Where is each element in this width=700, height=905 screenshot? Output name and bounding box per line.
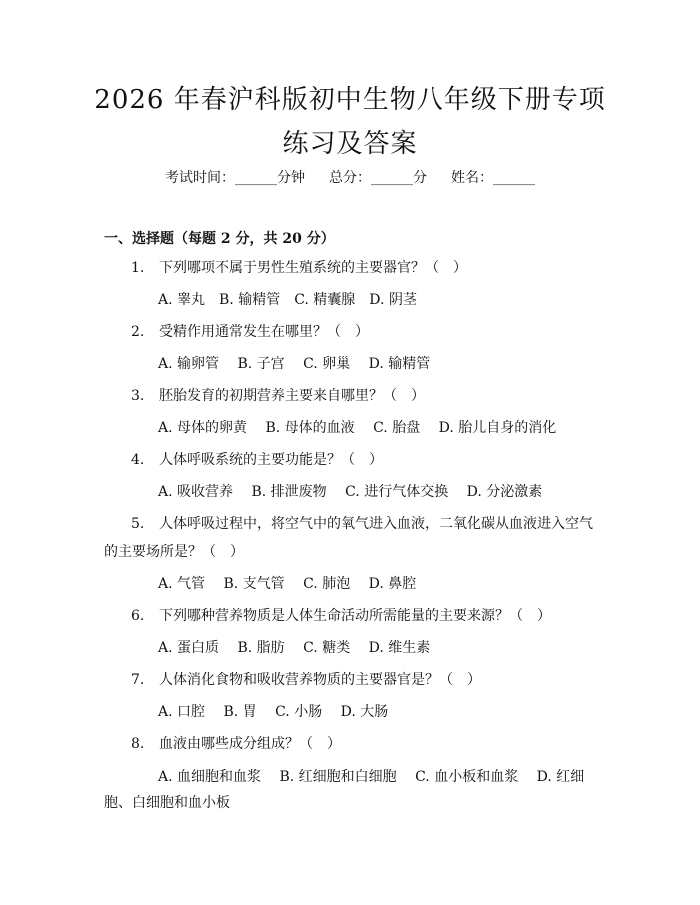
question-2 xyxy=(104,316,604,380)
question-options xyxy=(104,412,604,444)
question-options xyxy=(104,284,604,316)
options-text: A. 睾丸 B. 输精管 C. 精囊腺 D. 阴茎 xyxy=(158,292,417,308)
question-text: 人体消化食物和吸收营养物质的主要器官是？（ ） xyxy=(159,672,481,688)
question-options xyxy=(104,696,604,728)
question-number: 6. xyxy=(131,608,145,624)
options-text: A. 母体的卵黄 B. 母体的血液 C. 胎盘 D. 胎儿自身的消化 xyxy=(158,420,557,436)
options-text: A. 气管 B. 支气管 C. 肺泡 D. 鼻腔 xyxy=(158,576,417,592)
question-text: 下列哪项不属于男性生殖系统的主要器官？（ ） xyxy=(159,260,467,276)
options-text: A. 输卵管 B. 子宫 C. 卵巢 D. 输精管 xyxy=(158,356,431,372)
question-number: 2. xyxy=(131,324,145,340)
question-text: 人体呼吸系统的主要功能是？（ ） xyxy=(159,452,383,468)
question-number: 3. xyxy=(131,388,145,404)
question-stem xyxy=(104,316,604,348)
question-stem xyxy=(104,728,604,760)
question-number: 8. xyxy=(131,736,145,752)
exam-info-line xyxy=(0,168,700,188)
question-number: 4. xyxy=(131,452,145,468)
question-5 xyxy=(104,508,604,600)
question-number: 1. xyxy=(131,260,145,276)
question-options xyxy=(104,760,604,816)
question-8 xyxy=(104,728,604,816)
question-1 xyxy=(104,252,604,316)
question-text: 人体呼吸过程中，将空气中的氧气进入血液，二氧化碳从血液进入空气的主要场所是？（ ） xyxy=(104,516,593,560)
section-heading: 一、选择题（每题 2 分，共 20 分） xyxy=(104,231,335,247)
question-stem xyxy=(104,444,604,476)
student-name-field: 姓名：______ xyxy=(451,170,535,186)
question-7 xyxy=(104,664,604,728)
options-text: A. 吸收营养 B. 排泄废物 C. 进行气体交换 D. 分泌激素 xyxy=(158,484,543,500)
question-stem xyxy=(104,252,604,284)
question-6 xyxy=(104,600,604,664)
question-text: 受精作用通常发生在哪里？（ ） xyxy=(159,324,369,340)
question-number: 7. xyxy=(131,672,145,688)
question-text: 胚胎发育的初期营养主要来自哪里？（ ） xyxy=(159,388,425,404)
question-stem xyxy=(104,508,604,568)
question-options xyxy=(104,568,604,600)
exam-time-field: 考试时间：______分钟 xyxy=(165,170,305,186)
question-stem xyxy=(104,600,604,632)
question-options xyxy=(104,632,604,664)
question-3 xyxy=(104,380,604,444)
question-stem xyxy=(104,380,604,412)
options-text: A. 蛋白质 B. 脂肪 C. 糖类 D. 维生素 xyxy=(158,640,431,656)
question-4 xyxy=(104,444,604,508)
question-options xyxy=(104,348,604,380)
question-text: 血液由哪些成分组成？（ ） xyxy=(159,736,341,752)
question-options xyxy=(104,476,604,508)
total-score-field: 总分：______分 xyxy=(329,170,427,186)
question-list xyxy=(104,252,604,816)
document-title: 2026 年春沪科版初中生物八年级下册专项练习及答案 xyxy=(94,85,606,159)
question-text: 下列哪种营养物质是人体生命活动所需能量的主要来源？（ ） xyxy=(159,608,551,624)
options-text: A. 血细胞和血浆 B. 红细胞和白细胞 C. 血小板和血浆 D. 红细胞、白细胞和血小板 xyxy=(104,769,585,811)
question-number: 5. xyxy=(131,516,145,532)
question-stem xyxy=(104,664,604,696)
options-text: A. 口腔 B. 胃 C. 小肠 D. 大肠 xyxy=(158,704,389,720)
